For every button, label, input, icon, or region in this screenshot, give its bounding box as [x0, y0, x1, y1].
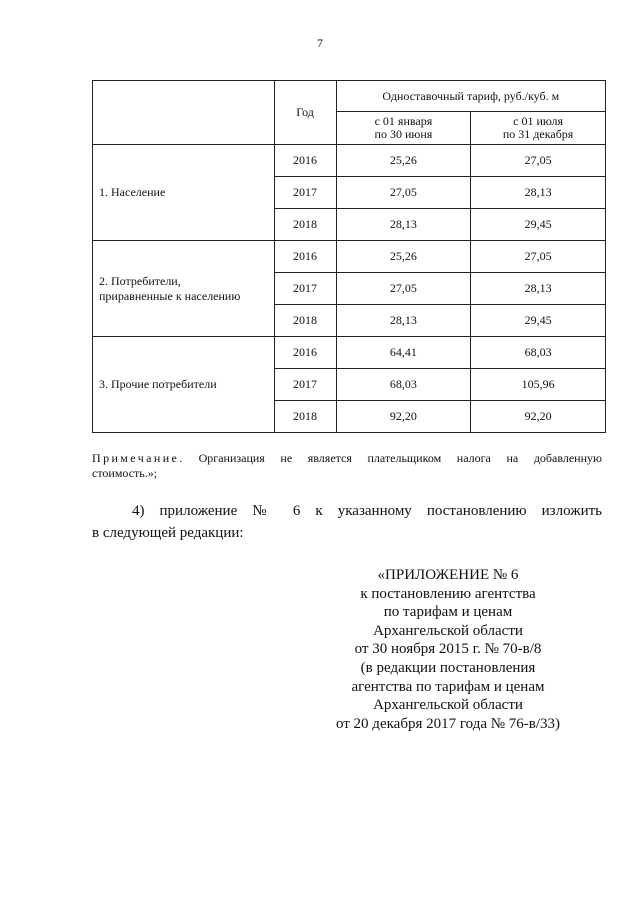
appendix-line: Архангельской области — [373, 697, 523, 714]
value-cell: 68,03 — [336, 369, 471, 401]
paragraph-line2: в следующей редакции: — [92, 525, 244, 541]
value-cell: 29,45 — [471, 305, 606, 337]
note-label: Примечание. — [92, 451, 185, 465]
header-period-2 — [471, 112, 606, 145]
value-cell: 64,41 — [336, 337, 471, 369]
header-category — [93, 81, 275, 145]
value-cell: 27,05 — [471, 241, 606, 273]
value-cell: 27,05 — [471, 145, 606, 177]
value-cell: 28,13 — [336, 305, 471, 337]
tariff-table — [92, 80, 606, 433]
year-cell: 2017 — [274, 177, 336, 209]
category-label-line1: 2. Потребители, — [99, 273, 181, 288]
header-period-1-line1: с 01 января — [374, 114, 433, 128]
category-cell — [93, 337, 275, 433]
header-tariff: Одноставочный тариф, руб./куб. м — [336, 81, 605, 112]
note-line1 — [92, 451, 602, 466]
appendix-line: «ПРИЛОЖЕНИЕ № 6 — [377, 567, 519, 583]
category-cell — [93, 241, 275, 337]
year-cell: 2018 — [274, 209, 336, 241]
value-cell: 27,05 — [336, 177, 471, 209]
appendix-heading — [330, 566, 566, 733]
table-row — [93, 241, 606, 273]
year-cell: 2016 — [274, 337, 336, 369]
amendment-paragraph — [92, 500, 602, 544]
appendix-line: по тарифам и ценам — [383, 604, 513, 621]
value-cell: 28,13 — [471, 177, 606, 209]
appendix-line: от 20 декабря 2017 года № 76-в/33) — [335, 715, 561, 732]
table-note — [92, 451, 602, 481]
header-year: Год — [274, 81, 336, 145]
value-cell: 92,20 — [336, 401, 471, 433]
appendix-line: (в редакции постановления — [360, 659, 536, 676]
paragraph-line1: 4) приложение № 6 к указанному постановлению изложить — [132, 503, 602, 519]
page-number: 7 — [317, 36, 323, 50]
table-row — [93, 337, 606, 369]
header-period-2-line2: по 31 декабря — [502, 127, 574, 141]
table-row — [93, 145, 606, 177]
note-text-2: стоимость.»; — [92, 466, 158, 480]
year-cell: 2018 — [274, 305, 336, 337]
value-cell: 25,26 — [336, 241, 471, 273]
appendix-line: к постановлению агентства — [360, 585, 536, 602]
header-period-2-line1: с 01 июля — [513, 114, 564, 128]
value-cell: 29,45 — [471, 209, 606, 241]
value-cell: 28,13 — [336, 209, 471, 241]
year-cell: 2016 — [274, 145, 336, 177]
value-cell: 105,96 — [471, 369, 606, 401]
header-period-1 — [336, 112, 471, 145]
header-period-1-line2: по 30 июня — [374, 127, 433, 141]
value-cell: 92,20 — [471, 401, 606, 433]
appendix-line: агентства по тарифам и ценам — [351, 678, 545, 695]
year-cell: 2018 — [274, 401, 336, 433]
category-label: 3. Прочие потребители — [99, 377, 217, 391]
table-header-row — [93, 81, 606, 112]
appendix-line: Архангельской области — [373, 622, 523, 639]
value-cell: 28,13 — [471, 273, 606, 305]
category-label: 1. Население — [99, 185, 166, 199]
year-cell: 2017 — [274, 273, 336, 305]
note-text-1: Организация не является плательщиком налога на добавленную — [198, 451, 602, 465]
year-cell: 2017 — [274, 369, 336, 401]
category-cell — [93, 145, 275, 241]
category-label-line2: приравненные к населению — [99, 288, 241, 303]
value-cell: 25,26 — [336, 145, 471, 177]
value-cell: 27,05 — [336, 273, 471, 305]
appendix-line: от 30 ноября 2015 г. № 70-в/8 — [354, 641, 542, 658]
year-cell: 2016 — [274, 241, 336, 273]
value-cell: 68,03 — [471, 337, 606, 369]
